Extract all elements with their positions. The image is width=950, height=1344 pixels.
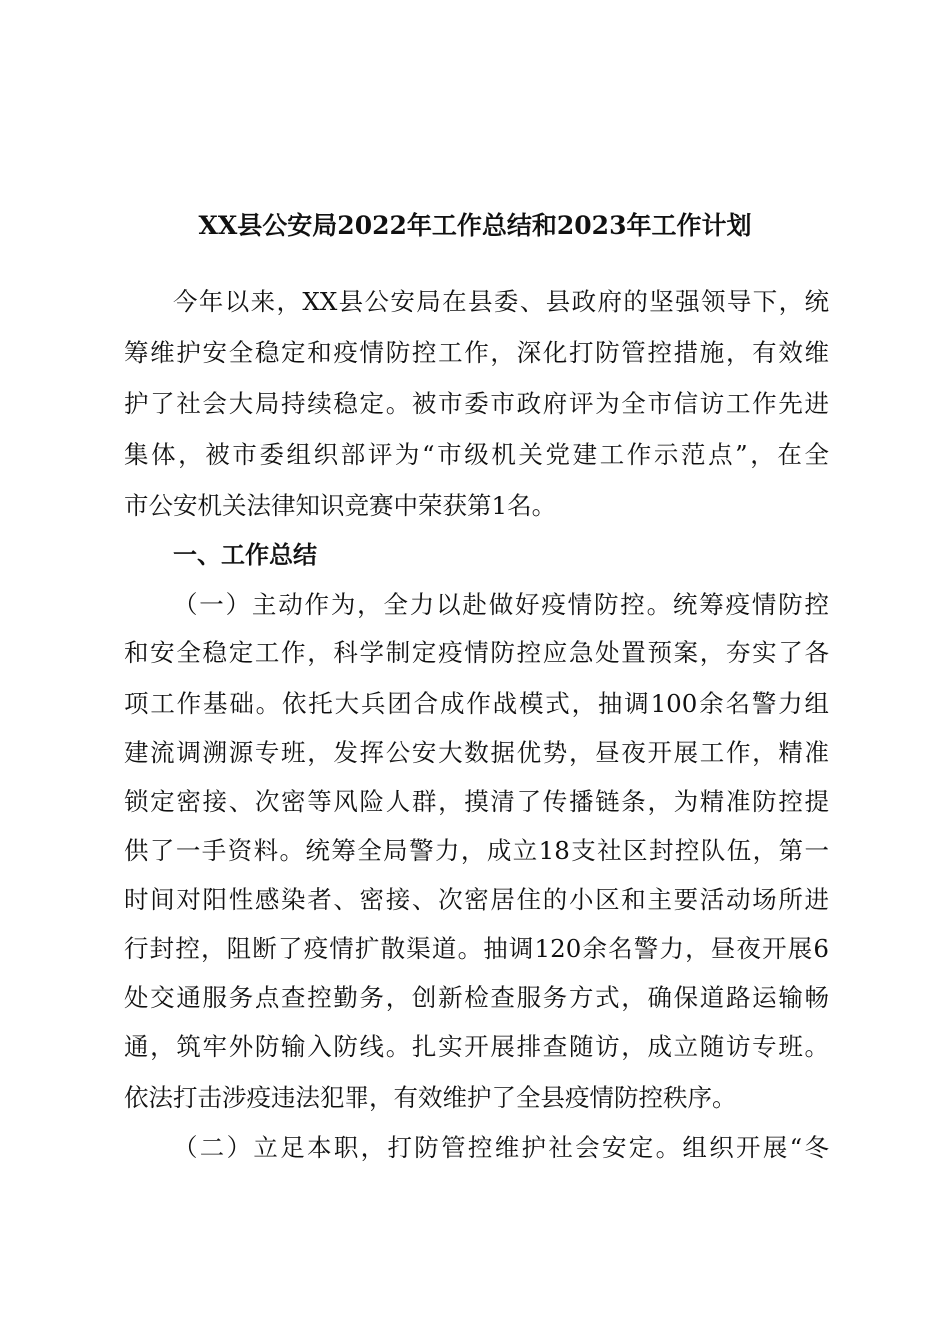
paragraph-line: 项工作基础。依托大兵团合成作战模式，抽调100余名警力组	[124, 689, 829, 718]
paragraph-line: （二）立足本职，打防管控维护社会安定。组织开展“冬	[173, 1133, 829, 1162]
document-title: XX县公安局2022年工作总结和2023年工作计划	[198, 211, 752, 240]
paragraph-line: （一）主动作为，全力以赴做好疫情防控。统筹疫情防控	[173, 590, 829, 619]
paragraph-line: 筹维护安全稳定和疫情防控工作，深化打防管控措施，有效维	[124, 338, 829, 367]
paragraph-line: 今年以来，XX县公安局在县委、县政府的坚强领导下，统	[173, 287, 829, 316]
paragraph-line: 时间对阳性感染者、密接、次密居住的小区和主要活动场所进	[124, 885, 829, 914]
paragraph-line: 通，筑牢外防输入防线。扎实开展排查随访，成立随访专班。	[124, 1032, 829, 1061]
paragraph-line: 依法打击涉疫违法犯罪，有效维护了全县疫情防控秩序。	[124, 1083, 737, 1112]
paragraph-line: 集体，被市委组织部评为“市级机关党建工作示范点”，在全	[124, 440, 829, 469]
paragraph-line: 行封控，阻断了疫情扩散渠道。抽调120余名警力，昼夜开展6	[124, 934, 829, 963]
paragraph-line: 护了社会大局持续稳定。被市委市政府评为全市信访工作先进	[124, 389, 829, 418]
paragraph-line: 市公安机关法律知识竞赛中荣获第1名。	[124, 491, 557, 520]
paragraph-line: 和安全稳定工作，科学制定疫情防控应急处置预案，夯实了各	[124, 638, 829, 667]
paragraph-line: 供了一手资料。统筹全局警力，成立18支社区封控队伍，第一	[124, 836, 829, 865]
section-heading: 一、工作总结	[173, 541, 317, 569]
paragraph-line: 建流调溯源专班，发挥公安大数据优势，昼夜开展工作，精准	[124, 738, 829, 767]
paragraph-line: 锁定密接、次密等风险人群，摸清了传播链条，为精准防控提	[124, 787, 829, 816]
paragraph-line: 处交通服务点查控勤务，创新检查服务方式，确保道路运输畅	[124, 983, 829, 1012]
